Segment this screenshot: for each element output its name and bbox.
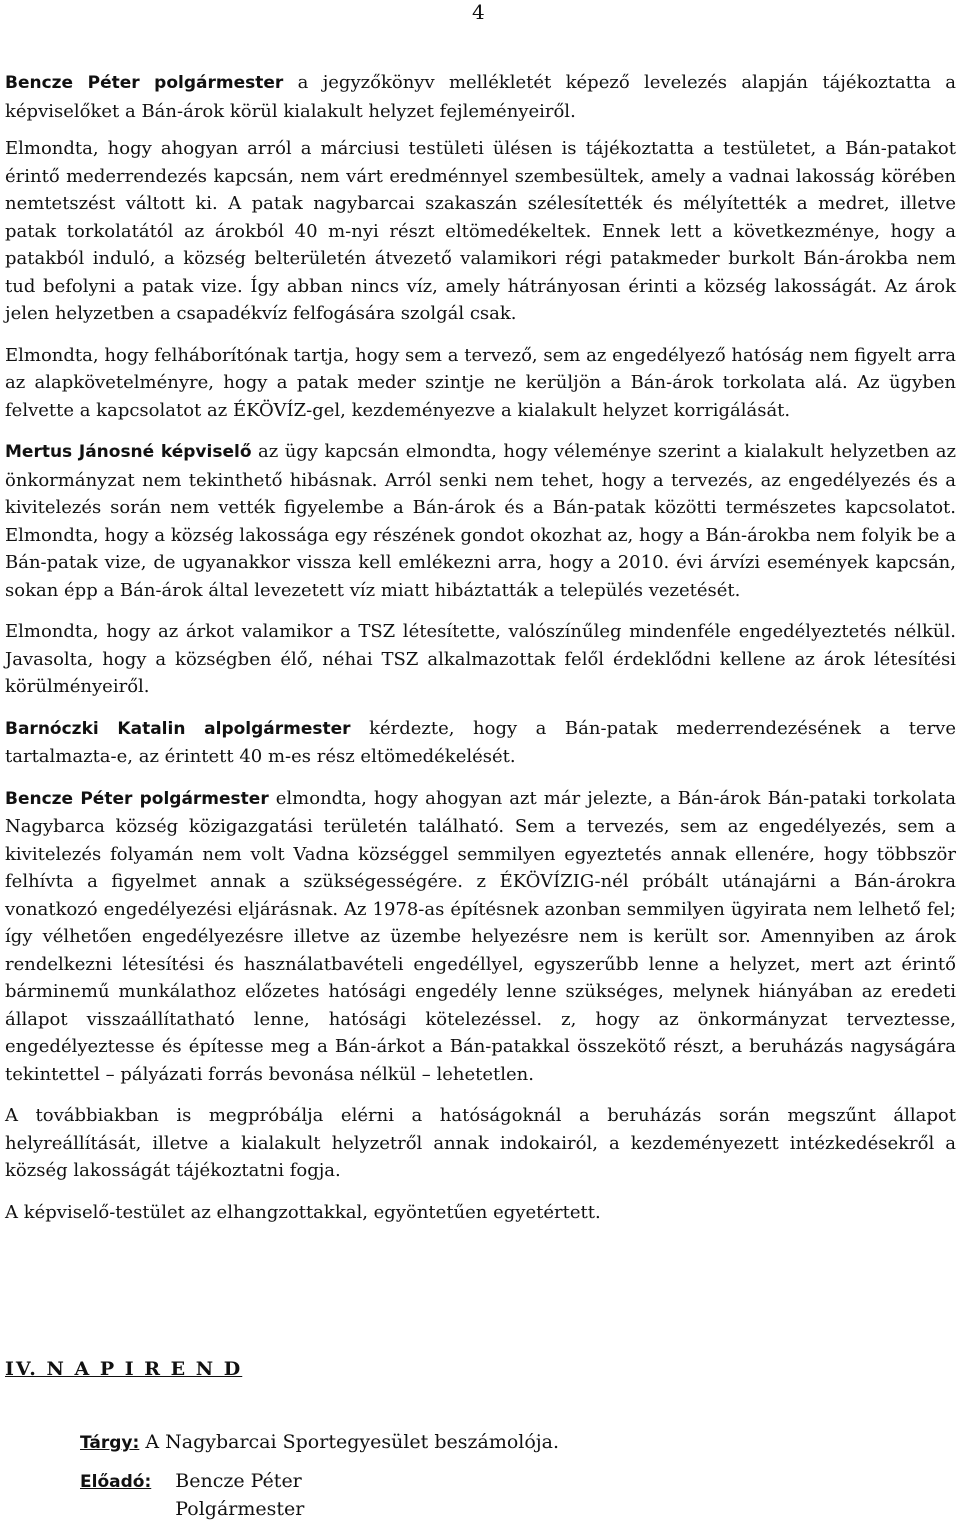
paragraph-text: A képviselő-testület az elhangzottakkal, egyöntetűen egyetértett. xyxy=(5,1201,601,1223)
paragraph-text: Elmondta, hogy ahogyan arról a márciusi testületi ülésen is tájékoztatta a testületet, a Bán-patakot érintő mederrendezés kapcsán, nem várt eredménnyel szembesültek, amely a vadnai lakosság körében nemtetszést váltott ki. A patak nagybarcai szakaszán szélesítették és mélyítették a medret, illetve patak torkolatától az árokból 40 m-nyi részt eltömedékeltek. Ennek lett a következménye, hogy a patakból induló, a község belterületén átvezető valamikori régi patakmeder burkolt Bán-árokba nem tud befolyni a patak vize. Így abban nincs víz, amely hátrányosan érinti a község lakosságát. Az árok jelen helyzetben a csapadékvíz felfogására szolgál csak. xyxy=(5,138,956,324)
subject-value: A Nagybarcai Sportegyesület beszámolója. xyxy=(139,1431,560,1453)
paragraph xyxy=(5,1102,956,1185)
paragraph-text: kérdezte, hogy a Bán-patak mederrendezésének a terve tartalmazta-e, az érintett 40 m-es rész eltömedékelését. xyxy=(5,717,957,767)
paragraph xyxy=(5,342,956,425)
agenda-presenter xyxy=(80,1467,304,1523)
paragraph-text: elmondta, hogy ahogyan azt már jelezte, a Bán-árok Bán-pataki torkolata Nagybarca község közigazgatási területén található. Sem a tervezés, sem az engedélyezés, sem a kivitelezés folyamán nem volt Vadna községgel semmilyen egyeztetés annak ellenére, hogy többször felhívta a figyelmet annak a szükségességére. z ÉKÖVÍZIG-nél próbált utánajárni a Bán-árokra vonatkozó engedélyezési eljárásnak. Az 1978-as építésnek azonban semmilyen ügyirata nem lelhető fel; így vélhetően engedélyezésre illetve az üzembe helyezésre nem is került sor. Amennyiben az árok rendelkezni létesítési és használatbavételi engedéllyel, egyszerűbb lenne a helyzet, mert azt érintő bárminemű munkálathoz előzetes hatósági engedély lenne szükséges, melynek hiányában az eredeti állapot visszaállítatható lenne, hatósági kötelezéssel. z, hogy az önkormányzat terveztesse, engedélyeztesse és építesse meg a Bán-árkot a Bán-patakkal összekötő részt, a beruházás nagyságára tekintettel – pályázati forrás bevonása nélkül – lehetetlen. xyxy=(5,787,956,1085)
speaker-name: Barnóczki Katalin alpolgármester xyxy=(5,718,351,739)
paragraph-text: az ügy kapcsán elmondta, hogy véleménye szerint a kialakult helyzetben az önkormányzat nem tekinthető hibásnak. Arról senki nem tehet, hogy a tervezés, az engedélyezés és a kivitelezés során nem vették figyelembe a Bán-árok és a Bán-patak közötti természetes kapcsolatot. Elmondta, hogy a község lakossága egy részének gondot okozhat az, hogy a Bán-árokba nem folyik be a Bán-patak vize, de ugyanakkor vissza kell emlékezni arra, hogy a 2010. évi árvízi események kapcsán, sokan épp a Bán-árok által levezetett víz miatt hibáztatták a település vezetését. xyxy=(5,441,956,601)
paragraph xyxy=(5,715,956,771)
paragraph xyxy=(5,785,956,1089)
presenter-name: Bencze Péter xyxy=(175,1470,302,1492)
presenter-values xyxy=(175,1467,304,1523)
agenda-subject xyxy=(80,1428,559,1457)
paragraph-text: a jegyzőkönyv mellékletét képező levelezés alapján tájékoztatta a képviselőket a Bán-árok körül kialakult helyzet fejleményeiről. xyxy=(5,72,956,122)
speaker-name: Bencze Péter polgármester xyxy=(5,73,284,93)
speaker-name: Bencze Péter polgármester xyxy=(5,788,269,809)
paragraph-text: A továbbiakban is megpróbálja elérni a hatóságoknál a beruházás során megszűnt állapot helyreállítását, illetve a kialakult helyzetről annak indokairól, a kezdeményezett intézkedésekről a község lakosságát tájékoztatni fogja. xyxy=(5,1105,956,1181)
subject-label: Tárgy: xyxy=(80,1433,140,1453)
page-number: 4 xyxy=(472,0,485,24)
document-body xyxy=(5,69,956,1240)
paragraph-text: Elmondta, hogy az árkot valamikor a TSZ létesítette, valószínűleg mindenféle engedélyeztetés nélkül. Javasolta, hogy a községben élő, néhai TSZ alkalmazottak felől érdeklődni kellene az árok létesítési körülményeiről. xyxy=(5,621,956,697)
agenda-heading: IV. N A P I R E N D xyxy=(5,1358,243,1380)
paragraph xyxy=(5,438,956,604)
paragraph xyxy=(5,618,956,701)
paragraph xyxy=(5,135,956,328)
paragraph-text: Elmondta, hogy felháborítónak tartja, hogy sem a tervező, sem az engedélyező hatóság nem figyelt arra az alapkövetelményre, hogy a patak meder szintje ne kerüljön a Bán-árok torkolata alá. Az ügyben felvette a kapcsolatot az ÉKÖVÍZ-gel, kezdeményezve a kialakult helyzet korrigálását. xyxy=(5,344,956,421)
paragraph xyxy=(5,69,956,125)
presenter-title: Polgármester xyxy=(175,1498,305,1520)
presenter-label: Előadó: xyxy=(80,1472,152,1492)
paragraph xyxy=(5,1199,956,1227)
speaker-name: Mertus Jánosné képviselő xyxy=(5,442,252,462)
